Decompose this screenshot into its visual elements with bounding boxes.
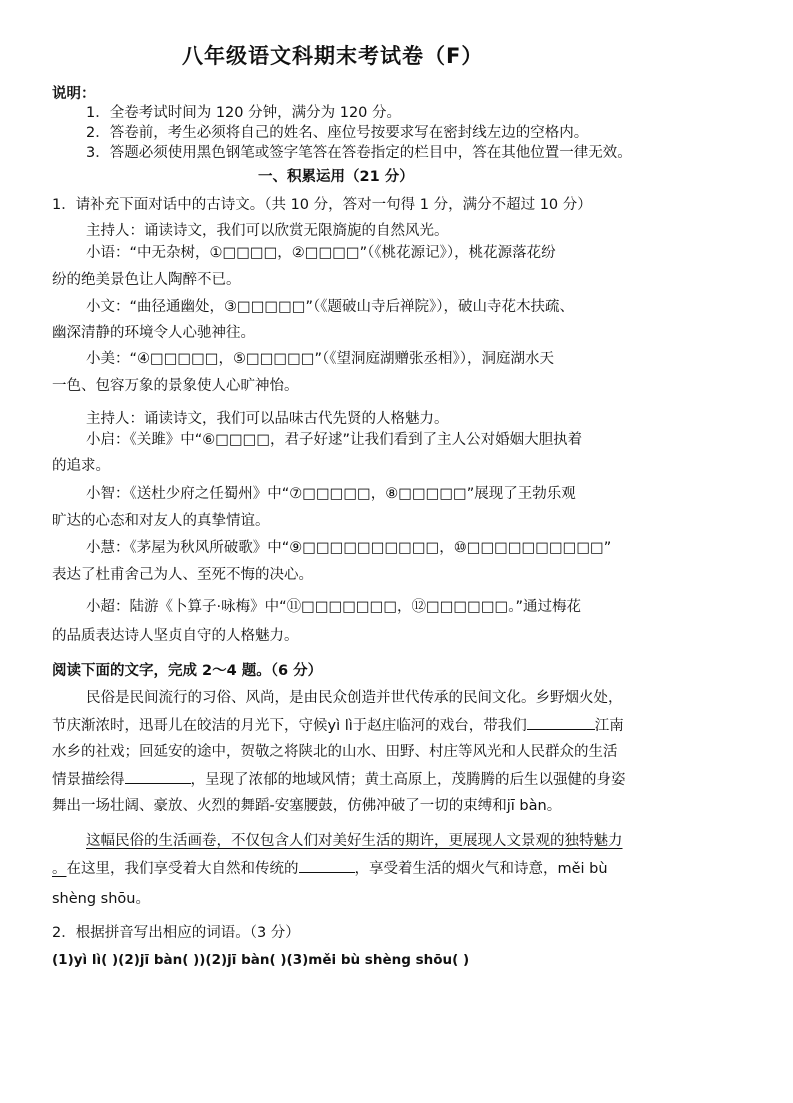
passage-line — [52, 858, 608, 879]
passage-text: 。 — [52, 861, 67, 877]
dialogue-line: 主持人：诵读诗文，我们可以品味古代先贤的人格魅力。 — [86, 411, 449, 427]
question-1-prompt: 1．请补充下面对话中的古诗文。（共 10 分，答对一句得 1 分，满分不超过 10 分） — [52, 197, 592, 213]
passage-text: ，享受着生活的烟火气和诗意， — [354, 861, 558, 877]
passage-text: 舞出一场壮阔、豪放、火烈的舞蹈-安塞腰鼓，仿佛冲破了一切的束缚和 — [52, 798, 507, 814]
passage-line — [52, 796, 561, 816]
passage-text: 江南 — [594, 718, 624, 734]
dialogue-line: 幽深清静的环境令人心驰神往。 — [52, 325, 255, 341]
dialogue-line: 小启：《关雎》中“⑥□□□□，君子好逑”让我们看到了主人公对婚姻大胆执着 — [86, 432, 583, 448]
answer-blank[interactable] — [299, 858, 355, 873]
passage-text: 情景描绘得 — [52, 772, 125, 788]
pinyin-text: shèng shōu。 — [52, 891, 150, 907]
pinyin-text: jī bàn — [506, 798, 547, 814]
dialogue-line: 小慧：《茅屋为秋风所破歌》中“⑨□□□□□□□□□□，⑩□□□□□□□□□□” — [86, 540, 612, 556]
pinyin-text: yì lì — [327, 718, 353, 734]
dialogue-line: 小超：陆游《卜算子·咏梅》中“⑪□□□□□□□，⑫□□□□□□。”通过梅花 — [86, 599, 581, 615]
passage-text: 在这里，我们享受着大自然和传统的 — [66, 861, 299, 877]
dialogue-line: 旷达的心态和对友人的真挚情谊。 — [52, 513, 270, 529]
instruction-line: 1．全卷考试时间为 120 分钟，满分为 120 分。 — [86, 105, 402, 121]
passage-line — [52, 769, 626, 790]
answer-blank[interactable] — [527, 715, 595, 730]
dialogue-line: 小语：“中无杂树，①□□□□，②□□□□”（《桃花源记》），桃花源落花纷 — [86, 245, 556, 261]
instructions-heading: 说明： — [52, 86, 96, 102]
passage-text: 节庆渐浓时，迅哥儿在皎洁的月光下，守候 — [52, 718, 328, 734]
answer-blank[interactable] — [125, 769, 191, 784]
question-2-answer-line: (1)yì lì( )(2)jī bàn( ))(2)jī bàn( )(3)měi bù shèng shōu( ) — [52, 952, 470, 968]
dialogue-line: 的追求。 — [52, 458, 110, 474]
dialogue-line: 小文：“曲径通幽处，③□□□□□”（《题破山寺后禅院》），破山寺花木扶疏、 — [86, 299, 575, 315]
dialogue-line: 小智：《送杜少府之任蜀州》中“⑦□□□□□，⑧□□□□□”展现了王勃乐观 — [86, 486, 576, 502]
instruction-line: 3．答题必须使用黑色钢笔或签字笔答在答卷指定的栏目中，答在其他位置一律无效。 — [86, 145, 632, 161]
underlined-sentence: 这幅民俗的生活画卷，不仅包含人们对美好生活的期许，更展现人文景观的独特魅力 — [86, 833, 623, 849]
dialogue-line: 的品质表达诗人坚贞自守的人格魅力。 — [52, 628, 299, 644]
exam-title: 八年级语文科期末考试卷（F） — [182, 44, 484, 68]
pinyin-text: měi bù — [557, 861, 608, 877]
passage-line: 民俗是民间流行的习俗、风尚，是由民众创造并世代传承的民间文化。乡野烟火处， — [86, 690, 623, 706]
passage-text: ，呈现了浓郁的地域风情；黄土高原上，茂腾腾的后生以强健的身姿 — [190, 772, 626, 788]
dialogue-line: 小美：“④□□□□□，⑤□□□□□”（《望洞庭湖赠张丞相》），洞庭湖水天 — [86, 351, 555, 367]
dialogue-line: 主持人：诵读诗文，我们可以欣赏无限旖旎的自然风光。 — [86, 223, 449, 239]
passage-text: 于赵庄临河的戏台，带我们 — [352, 718, 527, 734]
instruction-line: 2．答卷前，考生必须将自己的姓名、座位号按要求写在密封线左边的空格内。 — [86, 125, 589, 141]
passage-line: 水乡的社戏；回延安的途中，贺敬之将陕北的山水、田野、村庄等风光和人民群众的生活 — [52, 744, 618, 760]
reading-heading: 阅读下面的文字，完成 2～4 题。（6 分） — [52, 663, 323, 679]
dialogue-line: 一色、包容万象的景象使人心旷神怡。 — [52, 378, 299, 394]
dialogue-line: 表达了杜甫舍己为人、至死不悔的决心。 — [52, 567, 313, 583]
passage-line — [52, 715, 624, 736]
question-2-prompt: 2．根据拼音写出相应的词语。（3 分） — [52, 925, 300, 941]
dialogue-line: 纷的绝美景色让人陶醉不已。 — [52, 272, 241, 288]
passage-text: 。 — [546, 798, 562, 814]
section-heading: 一、积累运用（21 分） — [258, 169, 414, 185]
